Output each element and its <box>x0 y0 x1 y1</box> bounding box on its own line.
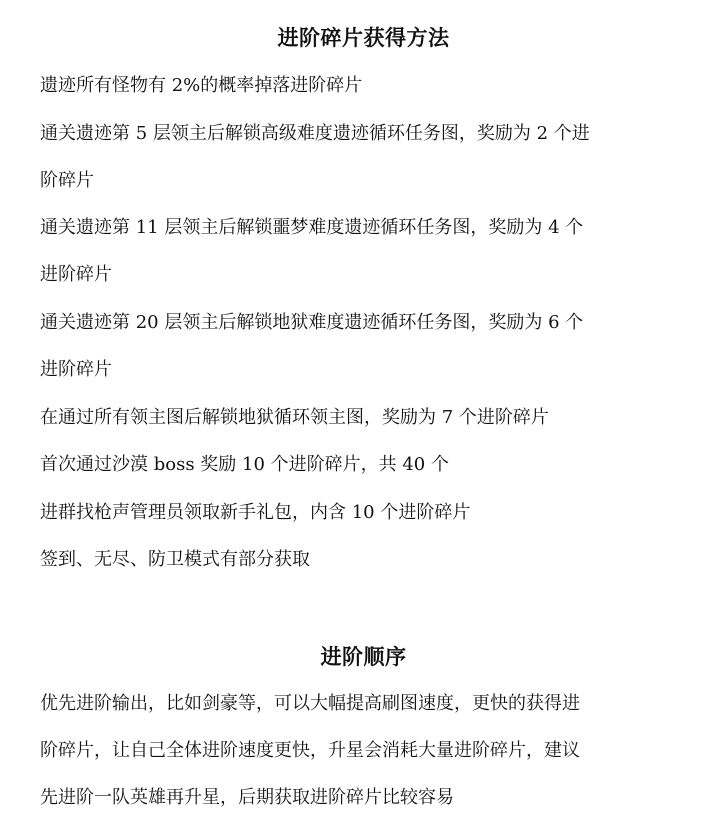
text-line: 优先进阶输出，比如剑豪等，可以大幅提高刷图速度，更快的获得进 <box>40 693 580 714</box>
text-line: 阶碎片，让自己全体进阶速度更快，升星会消耗大量进阶碎片，建议 <box>40 740 580 761</box>
text-line: 阶碎片 <box>40 170 94 191</box>
text-line: 通关遗迹第 5 层领主后解锁高级难度遗迹循环任务图，奖励为 2 个进 <box>40 123 590 144</box>
text-line: 进阶碎片 <box>40 264 112 285</box>
text-line: 通关遗迹第 11 层领主后解锁噩梦难度遗迹循环任务图，奖励为 4 个 <box>40 217 584 238</box>
text-line: 通关遗迹第 20 层领主后解锁地狱难度遗迹循环任务图，奖励为 6 个 <box>40 312 584 333</box>
text-line: 进群找枪声管理员领取新手礼包，内含 10 个进阶碎片 <box>40 502 471 523</box>
text-line: 先进阶一队英雄再升星，后期获取进阶碎片比较容易 <box>40 787 454 808</box>
section-title-advance-order: 进阶顺序 <box>320 644 407 669</box>
text-line: 在通过所有领主图后解锁地狱循环领主图，奖励为 7 个进阶碎片 <box>40 407 549 428</box>
section-title-fragment-sources: 进阶碎片获得方法 <box>277 25 450 50</box>
text-line: 遗迹所有怪物有 2%的概率掉落进阶碎片 <box>40 75 363 96</box>
text-line: 签到、无尽、防卫模式有部分获取 <box>40 549 310 570</box>
text-line: 首次通过沙漠 boss 奖励 10 个进阶碎片，共 40 个 <box>40 454 449 475</box>
text-line: 进阶碎片 <box>40 359 112 380</box>
